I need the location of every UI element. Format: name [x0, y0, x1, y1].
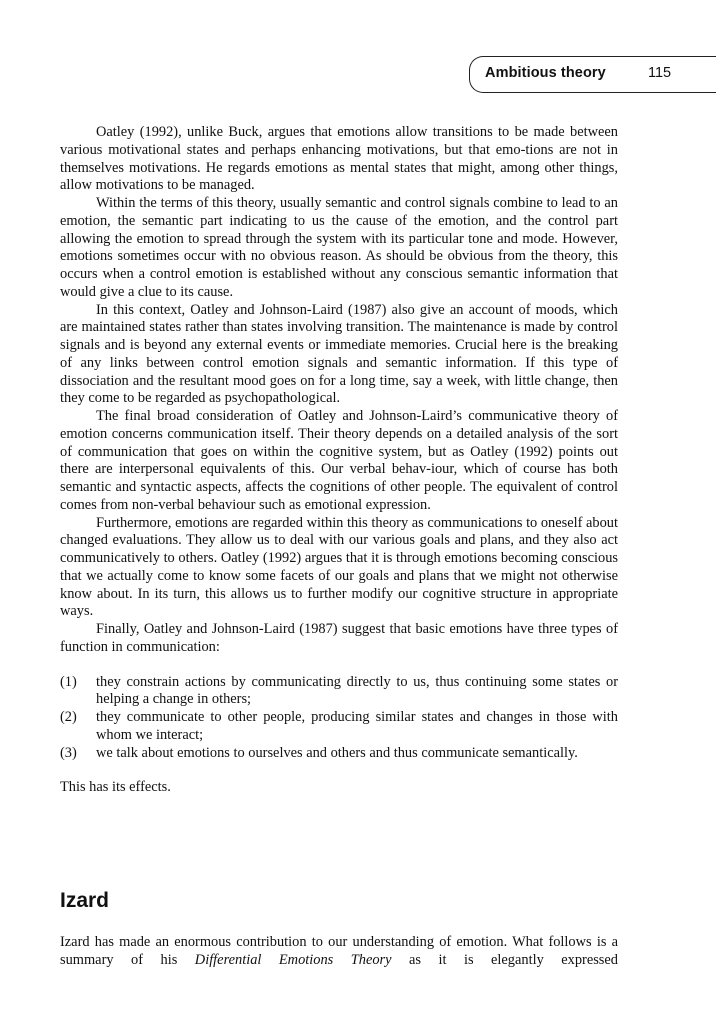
list-number: (3)	[60, 744, 77, 761]
paragraph: In this context, Oatley and Johnson-Laird (1987) also give an account of moods, which are maintained states rather than states involving transition. The maintenance is made by control signals and is beyond any external events or immediate memories. Crucial here is the breaking of any links between control emotion signals and semantic information. If this type of dissociation and the resultant mood goes on for a long time, say a week, with little change, then they come to be regarded as psychopathological.	[60, 301, 618, 407]
list-text: they constrain actions by communicating directly to us, thus continuing some states or helping a change in others;	[96, 673, 618, 708]
running-title: Ambitious theory	[485, 65, 606, 81]
body-text	[60, 124, 618, 797]
paragraph: The final broad consideration of Oatley and Johnson-Laird’s communicative theory of emotion concerns communication itself. Their theory depends on a detailed analysis of the sort of communication that goes on within the cognitive system, but as Oatley (1992) points out there are interpersonal equivalents of this. Our verbal behav-iour, which of course has both semantic and syntactic aspects, affects the cognitions of other people. The equivalent of control comes from non-verbal behaviour such as emotional expression.	[60, 408, 618, 513]
list-number: (2)	[60, 709, 77, 725]
paragraph: Within the terms of this theory, usually semantic and control signals combine to lead to an emotion, the semantic part indicating to us the cause of the emotion, and the control part allowing the emotion to spread through the system with its particular tone and mode. However, emotions sometimes occur with no obvious reason. As should be obvious from the theory, this occurs when a control emotion is established without any conscious semantic information that would give a clue to its cause.	[60, 195, 618, 300]
list-item	[60, 674, 618, 710]
paragraph: Finally, Oatley and Johnson-Laird (1987) suggest that basic emotions have three types of function in communication:	[60, 621, 618, 655]
running-header	[469, 56, 716, 93]
closing-sentence: This has its effects.	[60, 779, 171, 796]
intro-text-end: as it is elegantly expressed	[391, 951, 618, 968]
list-item	[60, 709, 618, 745]
section-intro	[60, 934, 618, 970]
intro-text: Izard has made an enormous contribution to our understanding of emotion. What follows is a summary of his	[60, 934, 618, 968]
paragraph: Oatley (1992), unlike Buck, argues that emotions allow transitions to be made between various motivational states and perhaps enhancing motivations, but that emo-tions are not in themselves motivations. He regards emotions as mental states that might, among other things, allow motivations to be managed.	[60, 124, 618, 194]
list-number: (1)	[60, 673, 77, 690]
list-text: they communicate to other people, producing similar states and changes in those with whom we interact;	[96, 709, 618, 743]
list-item	[60, 745, 618, 763]
paragraph: Furthermore, emotions are regarded within this theory as communications to oneself about changed evaluations. They allow us to deal with our various goals and plans, and they also act communicatively to others. Oatley (1992) argues that it is through emotions becoming conscious that we actually come to know some facets of our goals and plans that we might not otherwise know about. In its turn, this allows us to further modify our cognitive structure in appropriate ways.	[60, 514, 618, 620]
theory-title: Differential Emotions Theory	[194, 951, 392, 968]
section-heading: Izard	[60, 889, 110, 912]
list-text: we talk about emotions to ourselves and others and thus communicate semantically.	[96, 744, 578, 761]
page-number: 115	[648, 65, 672, 81]
function-list	[60, 674, 618, 763]
section-body	[60, 934, 618, 970]
